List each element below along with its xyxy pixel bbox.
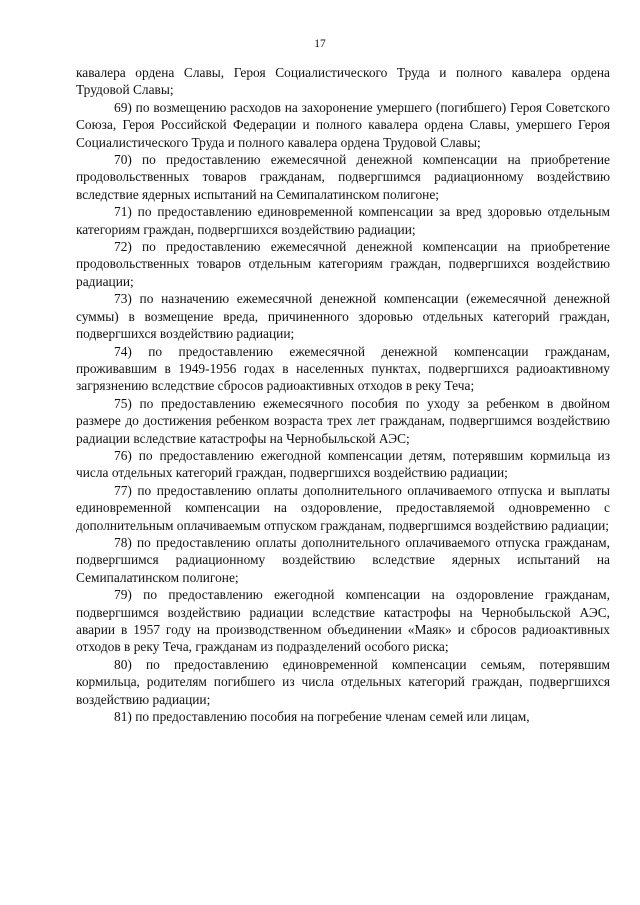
paragraph-item-71: 71) по предоставлению единовременной компенсации за вред здоровью отдельным категориям граждан, подвергшихся воздействию радиации; (76, 204, 610, 237)
paragraph-item-69: 69) по возмещению расходов на захоронение умершего (погибшего) Героя Советского Союза, Героя Российской Федерации и полного кавалера ордена Славы, умершего Героя Социалистического Труда и полного кавалера ордена Трудовой Славы; (76, 99, 610, 150)
paragraph-item-76: 76) по предоставлению ежегодной компенсации детям, потерявшим кормильца из числа отдельных категорий граждан, подвергшихся воздействию радиации; (76, 447, 610, 481)
paragraph-item-79: 79) по предоставлению ежегодной компенсации на оздоровление гражданам, подвергшимся воздействию радиации вследствие катастрофы на Чернобыльской АЭС, аварии в 1957 году на производственном объединении «Маяк» и сбросов радиоактивных отходов в реку Теча, гражданам из подразделений особого риска; (76, 587, 610, 655)
document-body (76, 64, 610, 725)
paragraph-item-77: 77) по предоставлению оплаты дополнительного оплачиваемого отпуска и выплаты единовременной компенсации на оздоровление, предоставляемой одновременно с дополнительным оплачиваемым отпуском гражданам, подвергшимся воздействию радиации; (76, 482, 610, 533)
paragraph-item-72: 72) по предоставлению ежемесячной денежной компенсации на приобретение продовольственных товаров отдельным категориям граждан, подвергшихся воздействию радиации; (76, 239, 610, 289)
paragraph-item-78: 78) по предоставлению оплаты дополнительного оплачиваемого отпуска гражданам, подвергшимся радиационному воздействию вследствие ядерных испытаний на Семипалатинском полигоне; (76, 534, 610, 585)
page-number: 17 (314, 38, 326, 50)
paragraph-item-74: 74) по предоставлению ежемесячной денежной компенсации гражданам, проживавшим в 1949-1956 годах в населенных пунктах, подвергшихся радиоактивному загрязнению вследствие сбросов радиоактивных отходов в реку Теча; (76, 343, 610, 394)
paragraph-item-70: 70) по предоставлению ежемесячной денежной компенсации на приобретение продовольственных товаров гражданам, подвергшимся радиационному воздействию вследствие ядерных испытаний на Семипалатинском полигоне; (76, 152, 610, 202)
paragraph-item-75: 75) по предоставлению ежемесячного пособия по уходу за ребенком в двойном размере до достижения ребенком возраста трех лет гражданам, подвергшимся воздействию радиации вследствие катастрофы на Чернобыльской АЭС; (76, 395, 610, 446)
paragraph-item-73: 73) по назначению ежемесячной денежной компенсации (ежемесячной денежной суммы) в возмещение вреда, причиненного здоровью отдельных категорий граждан, подвергшихся воздействию радиации; (76, 291, 610, 342)
paragraph-item-80: 80) по предоставлению единовременной компенсации семьям, потерявшим кормильца, родителям погибшего из числа отдельных категорий граждан, подвергшихся воздействию радиации; (76, 656, 610, 707)
paragraph-item-81: 81) по предоставлению пособия на погребение членам семей или лицам, (114, 709, 530, 725)
paragraph-continuation: кавалера ордена Славы, Героя Социалистического Труда и полного кавалера ордена Трудовой Славы; (76, 65, 610, 98)
